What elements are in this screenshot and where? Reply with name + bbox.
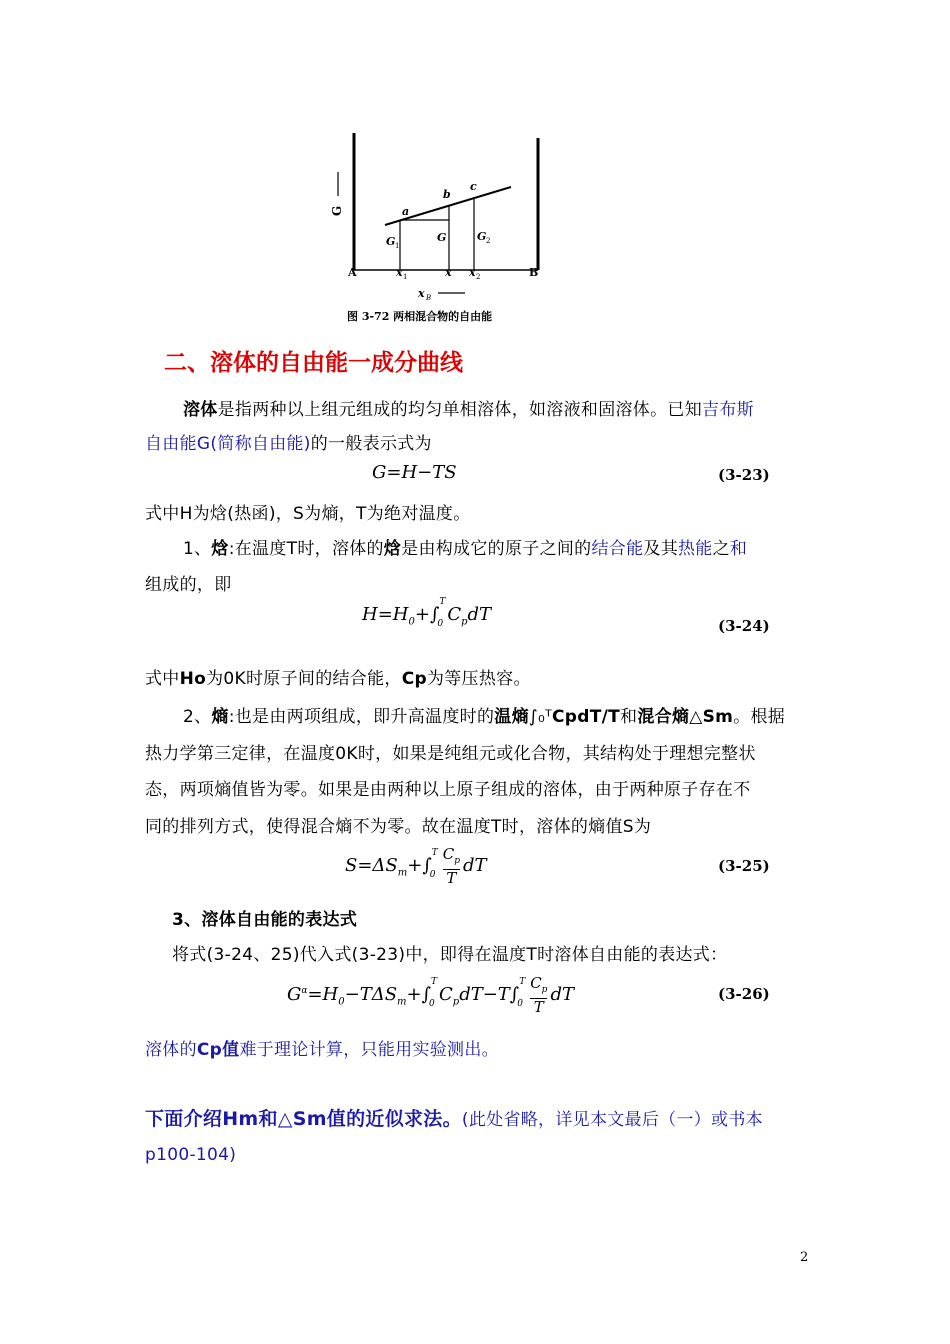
eq26-num-sub: p — [541, 985, 548, 995]
equation-number-3-24: (3-24) — [718, 617, 770, 635]
eq26-lower: 0 — [429, 999, 435, 1009]
term-enthalpy-2: 焓 — [383, 539, 402, 559]
page-number: 2 — [800, 1250, 809, 1265]
eq26-sub0: 0 — [338, 996, 345, 1008]
paragraph-entropy-line4: 同的排列方式，使得混合熵不为零。故在温度T时，溶体的熵值S为 — [145, 817, 652, 837]
eq26-upper2: T — [519, 977, 526, 987]
p3-t3: 及其 — [643, 539, 678, 559]
note-t1: 溶体的 — [145, 1040, 197, 1060]
eq26-rest2: −TΔS — [344, 984, 398, 1005]
eq25-num-sub: p — [454, 856, 460, 866]
p4-t2: 为0K时原子间的结合能， — [206, 669, 402, 689]
paragraph-solution-definition — [183, 393, 823, 427]
eq25-num: C — [442, 845, 455, 863]
eq26-lower2: 0 — [517, 999, 523, 1009]
link-gibbs[interactable]: 吉布斯 — [702, 400, 754, 420]
figure-3-72 — [325, 128, 555, 328]
tick-x1: x — [396, 266, 403, 279]
p3-t1: :在温度T时，溶体的 — [228, 539, 384, 559]
eq26-num: C — [530, 974, 542, 992]
tick-B: B — [529, 266, 539, 279]
paragraph-entropy-line2: 热力学第三定律，在温度0K时，如果是纯组元或化合物，其结构处于理想完整状 — [145, 744, 756, 764]
eq24-sub0: 0 — [408, 616, 415, 628]
paragraph-enthalpy-line2: 组成的，即 — [145, 575, 232, 595]
eq26-rest4: dT−T∫ — [459, 984, 520, 1005]
free-energy-diagram — [325, 128, 555, 328]
eq26-upper: T — [431, 977, 438, 987]
p4-t3: 为等压热容。 — [426, 669, 531, 689]
eq26-dT: dT — [550, 984, 574, 1005]
eq26-rest1: =H — [307, 984, 339, 1005]
equation-number-3-26: (3-26) — [718, 985, 770, 1003]
p1-tail: 的一般表示式为 — [310, 434, 432, 454]
term-mixing-entropy: 混合熵 — [637, 707, 690, 727]
link-gibbs-free-energy[interactable]: 自由能G(简称自由能) — [145, 434, 311, 454]
label-g1-sub: 1 — [395, 242, 400, 250]
eq24-upper: T — [439, 597, 446, 607]
p4-cp: Cp — [401, 669, 427, 689]
equation-3-23: G=H−TS — [372, 462, 457, 483]
point-a: a — [402, 205, 410, 218]
eq25-integral: +∫ — [407, 855, 432, 876]
note-cp-value: Cp值 — [196, 1040, 240, 1060]
note-t2: 难于理论计算，只能用实验测出。 — [239, 1040, 499, 1060]
p3-num: 1、 — [183, 539, 212, 559]
label-g2-sub: 2 — [486, 237, 491, 245]
eq25-sub-m: m — [397, 867, 408, 879]
tick-x2: x — [469, 266, 476, 279]
paragraph-entropy — [183, 700, 823, 734]
final-bold: 下面介绍Hm和△Sm值的近似求法。 — [145, 1108, 462, 1130]
paragraph-symbols: 式中H为焓(热函)，S为熵，T为绝对温度。 — [145, 504, 471, 524]
axis-x-label: x — [418, 287, 425, 300]
eq24-dT: dT — [467, 604, 492, 625]
p4-t1: 式中 — [145, 669, 180, 689]
eq24-c: C — [447, 604, 462, 625]
eq26-integral1: +∫ — [406, 984, 431, 1005]
p5-cpdt: CpdT/T — [552, 707, 621, 727]
equation-number-3-23: (3-23) — [718, 466, 770, 484]
term-solution: 溶体 — [183, 400, 218, 420]
equation-3-24 — [362, 597, 492, 644]
eq24-sub-p: p — [461, 616, 468, 628]
paragraph-substitute: 将式(3-24、25)代入式(3-23)中，即得在温度T时溶体自由能的表达式： — [172, 945, 728, 965]
eq26-sup: α — [301, 986, 308, 996]
eq25-upper: T — [431, 848, 438, 858]
p1-text: 是指两种以上组元组成的均匀单相溶体，如溶液和固溶体。已知 — [217, 400, 703, 420]
p5-integral: ∫₀ᵀ — [528, 707, 552, 727]
p5-t2: 和 — [620, 707, 638, 727]
paragraph-entropy-line3: 态，两项熵值皆为零。如果是由两种以上原子组成的溶体，由于两种原子存在不 — [145, 780, 751, 800]
paragraph-solution-definition-line2 — [145, 427, 825, 461]
link-binding-energy[interactable]: 结合能 — [591, 539, 644, 559]
link-thermal-energy[interactable]: 热能 — [678, 539, 713, 559]
tick-x1-sub: 1 — [403, 273, 408, 281]
eq26-sub-m: m — [397, 996, 407, 1008]
equation-number-3-25: (3-25) — [718, 857, 770, 875]
p5-t1: :也是由两项组成，即升高温度时的 — [228, 707, 495, 727]
term-entropy: 熵 — [211, 707, 229, 727]
p3-t4: 之 — [712, 539, 730, 559]
axis-x-sub: B — [426, 294, 432, 302]
tick-x2-sub: 2 — [476, 273, 481, 281]
eq25-dT: dT — [462, 855, 487, 876]
eq24-lhs: H=H — [362, 604, 409, 625]
final-rest[interactable]: (此处省略，详见本文最后（一）或书本 — [461, 1110, 763, 1130]
link-sum[interactable]: 和 — [729, 539, 748, 559]
equation-3-25 — [345, 846, 486, 886]
paragraph-enthalpy — [183, 532, 823, 566]
eq24-integral: +∫ — [414, 604, 440, 625]
eq26-c: C — [439, 984, 453, 1005]
p5-num: 2、 — [183, 707, 212, 727]
final-paragraph-line2[interactable]: p100-104) — [145, 1145, 237, 1165]
paragraph-h0-cp — [145, 662, 531, 696]
axis-y-label: G — [330, 205, 344, 216]
subheading-expression: 3、溶体自由能的表达式 — [172, 910, 358, 930]
final-paragraph — [145, 1102, 763, 1137]
term-enthalpy: 焓 — [211, 539, 229, 559]
p3-t2: 是由构成它的原子之间的 — [401, 539, 592, 559]
label-g: G — [437, 231, 447, 244]
point-c: c — [470, 180, 477, 193]
note-cp — [145, 1033, 499, 1067]
p5-t3: 。根据 — [733, 707, 786, 727]
p5-dsm: △Sm — [689, 707, 734, 727]
label-g1: G — [386, 235, 396, 248]
eq26-den: T — [533, 998, 544, 1016]
p4-ho: Ho — [179, 669, 207, 689]
term-thermal-entropy: 温熵 — [494, 707, 529, 727]
eq26-g: G — [287, 984, 302, 1005]
section-heading: 二、溶体的自由能一成分曲线 — [164, 350, 463, 376]
equation-3-26 — [287, 975, 574, 1015]
tick-x: x — [445, 266, 452, 279]
eq25-lhs: S=ΔS — [345, 855, 398, 876]
label-g2: G — [477, 230, 487, 243]
eq26-sub-p: p — [452, 996, 460, 1008]
eq25-den: T — [446, 869, 457, 887]
figure-caption: 图 3-72 两相混合物的自由能 — [347, 310, 493, 323]
eq25-lower: 0 — [429, 870, 436, 880]
point-b: b — [443, 188, 451, 201]
tick-A: A — [348, 266, 357, 279]
eq24-lower: 0 — [437, 619, 444, 629]
